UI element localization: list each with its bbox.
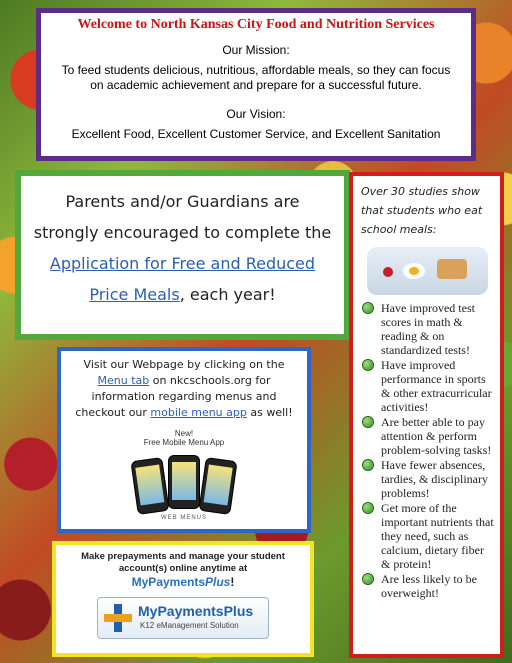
list-item-text: Are better able to pay attention & perform problem-solving tasks! bbox=[381, 415, 492, 457]
brand-part-a: MyPayments bbox=[131, 575, 206, 589]
parents-text-before: Parents and/or Guardians are strongly encouraged to complete the bbox=[33, 192, 332, 242]
green-bullet-icon bbox=[363, 460, 373, 470]
list-item-text: Have improved performance in sports & other extracurricular activities! bbox=[381, 358, 492, 414]
free-reduced-application-link[interactable]: Application for Free and Reduced Price Meals bbox=[49, 254, 316, 304]
green-bullet-icon bbox=[363, 503, 373, 513]
web-menus-watermark: WEB MENUS bbox=[160, 515, 207, 521]
green-bullet-icon bbox=[363, 574, 373, 584]
webpage-text-2: on nkcschools.org for information regarding menus and checkout our bbox=[75, 374, 277, 419]
vision-heading: Our Vision: bbox=[226, 107, 286, 121]
studies-box bbox=[349, 172, 504, 658]
payments-text: Make prepayments and manage your student account(s) online anytime at bbox=[81, 551, 285, 574]
vision-text: Excellent Food, Excellent Customer Service, and Excellent Sanitation bbox=[71, 127, 441, 141]
plus-icon bbox=[104, 604, 132, 632]
brand-part-b: Plus bbox=[205, 575, 231, 589]
toast-shape bbox=[437, 259, 467, 279]
parents-box bbox=[15, 170, 350, 340]
list-item-text: Have fewer absences, tardies, & disciplinary problems! bbox=[381, 458, 488, 500]
list-item bbox=[361, 458, 494, 500]
list-item bbox=[361, 572, 494, 600]
list-item-text: Get more of the important nutrients that they need, such as calcium, dietary fiber & protein! bbox=[381, 501, 494, 571]
menu-tab-link[interactable]: Menu tab bbox=[97, 374, 150, 387]
green-bullet-icon bbox=[363, 417, 373, 427]
studies-intro: Over 30 studies show that students who eat school meals: bbox=[361, 185, 483, 236]
phone-icon bbox=[168, 455, 200, 509]
mobile-menu-app-link[interactable]: mobile menu app bbox=[150, 406, 247, 419]
webpage-text-1: Visit our Webpage by clicking on the bbox=[83, 358, 285, 371]
yolk-shape bbox=[409, 267, 419, 275]
breakfast-plate-image bbox=[367, 247, 488, 295]
list-item bbox=[361, 358, 494, 414]
mobile-app-phones-image bbox=[124, 451, 244, 515]
list-item-text: Are less likely to be overweight! bbox=[381, 572, 477, 600]
mission-box bbox=[36, 8, 476, 161]
webpage-text-3: as well! bbox=[246, 406, 293, 419]
mission-text: To feed students delicious, nutritious, affordable meals, so they can focus on academic achievement and prepare for a successful future. bbox=[61, 63, 451, 92]
parents-text-after: , each year! bbox=[179, 285, 276, 304]
berry-shape bbox=[383, 267, 393, 277]
studies-list bbox=[361, 301, 494, 600]
green-bullet-icon bbox=[363, 303, 373, 313]
phone-icon bbox=[198, 457, 237, 515]
list-item bbox=[361, 501, 494, 571]
phone-icon bbox=[130, 457, 169, 515]
mypaymentsplus-logo[interactable] bbox=[97, 597, 269, 639]
app-label: Free Mobile Menu App bbox=[143, 438, 225, 447]
list-item bbox=[361, 415, 494, 457]
logo-subtitle: K12 eManagement Solution bbox=[140, 621, 239, 630]
logo-name: MyPaymentsPlus bbox=[138, 603, 254, 619]
mission-heading: Our Mission: bbox=[222, 43, 290, 57]
green-bullet-icon bbox=[363, 360, 373, 370]
list-item bbox=[361, 301, 494, 357]
webpage-message bbox=[67, 357, 301, 421]
new-label: New! bbox=[174, 429, 194, 438]
parents-message bbox=[31, 186, 334, 310]
webpage-box bbox=[57, 347, 311, 533]
brand-exclaim: ! bbox=[230, 575, 235, 589]
welcome-heading: Welcome to North Kansas City Food and Nutrition Services bbox=[77, 17, 435, 32]
payments-box bbox=[52, 541, 314, 657]
mypaymentsplus-brand-text bbox=[62, 575, 304, 589]
list-item-text: Have improved test scores in math & reading & on standardized tests! bbox=[381, 301, 475, 357]
